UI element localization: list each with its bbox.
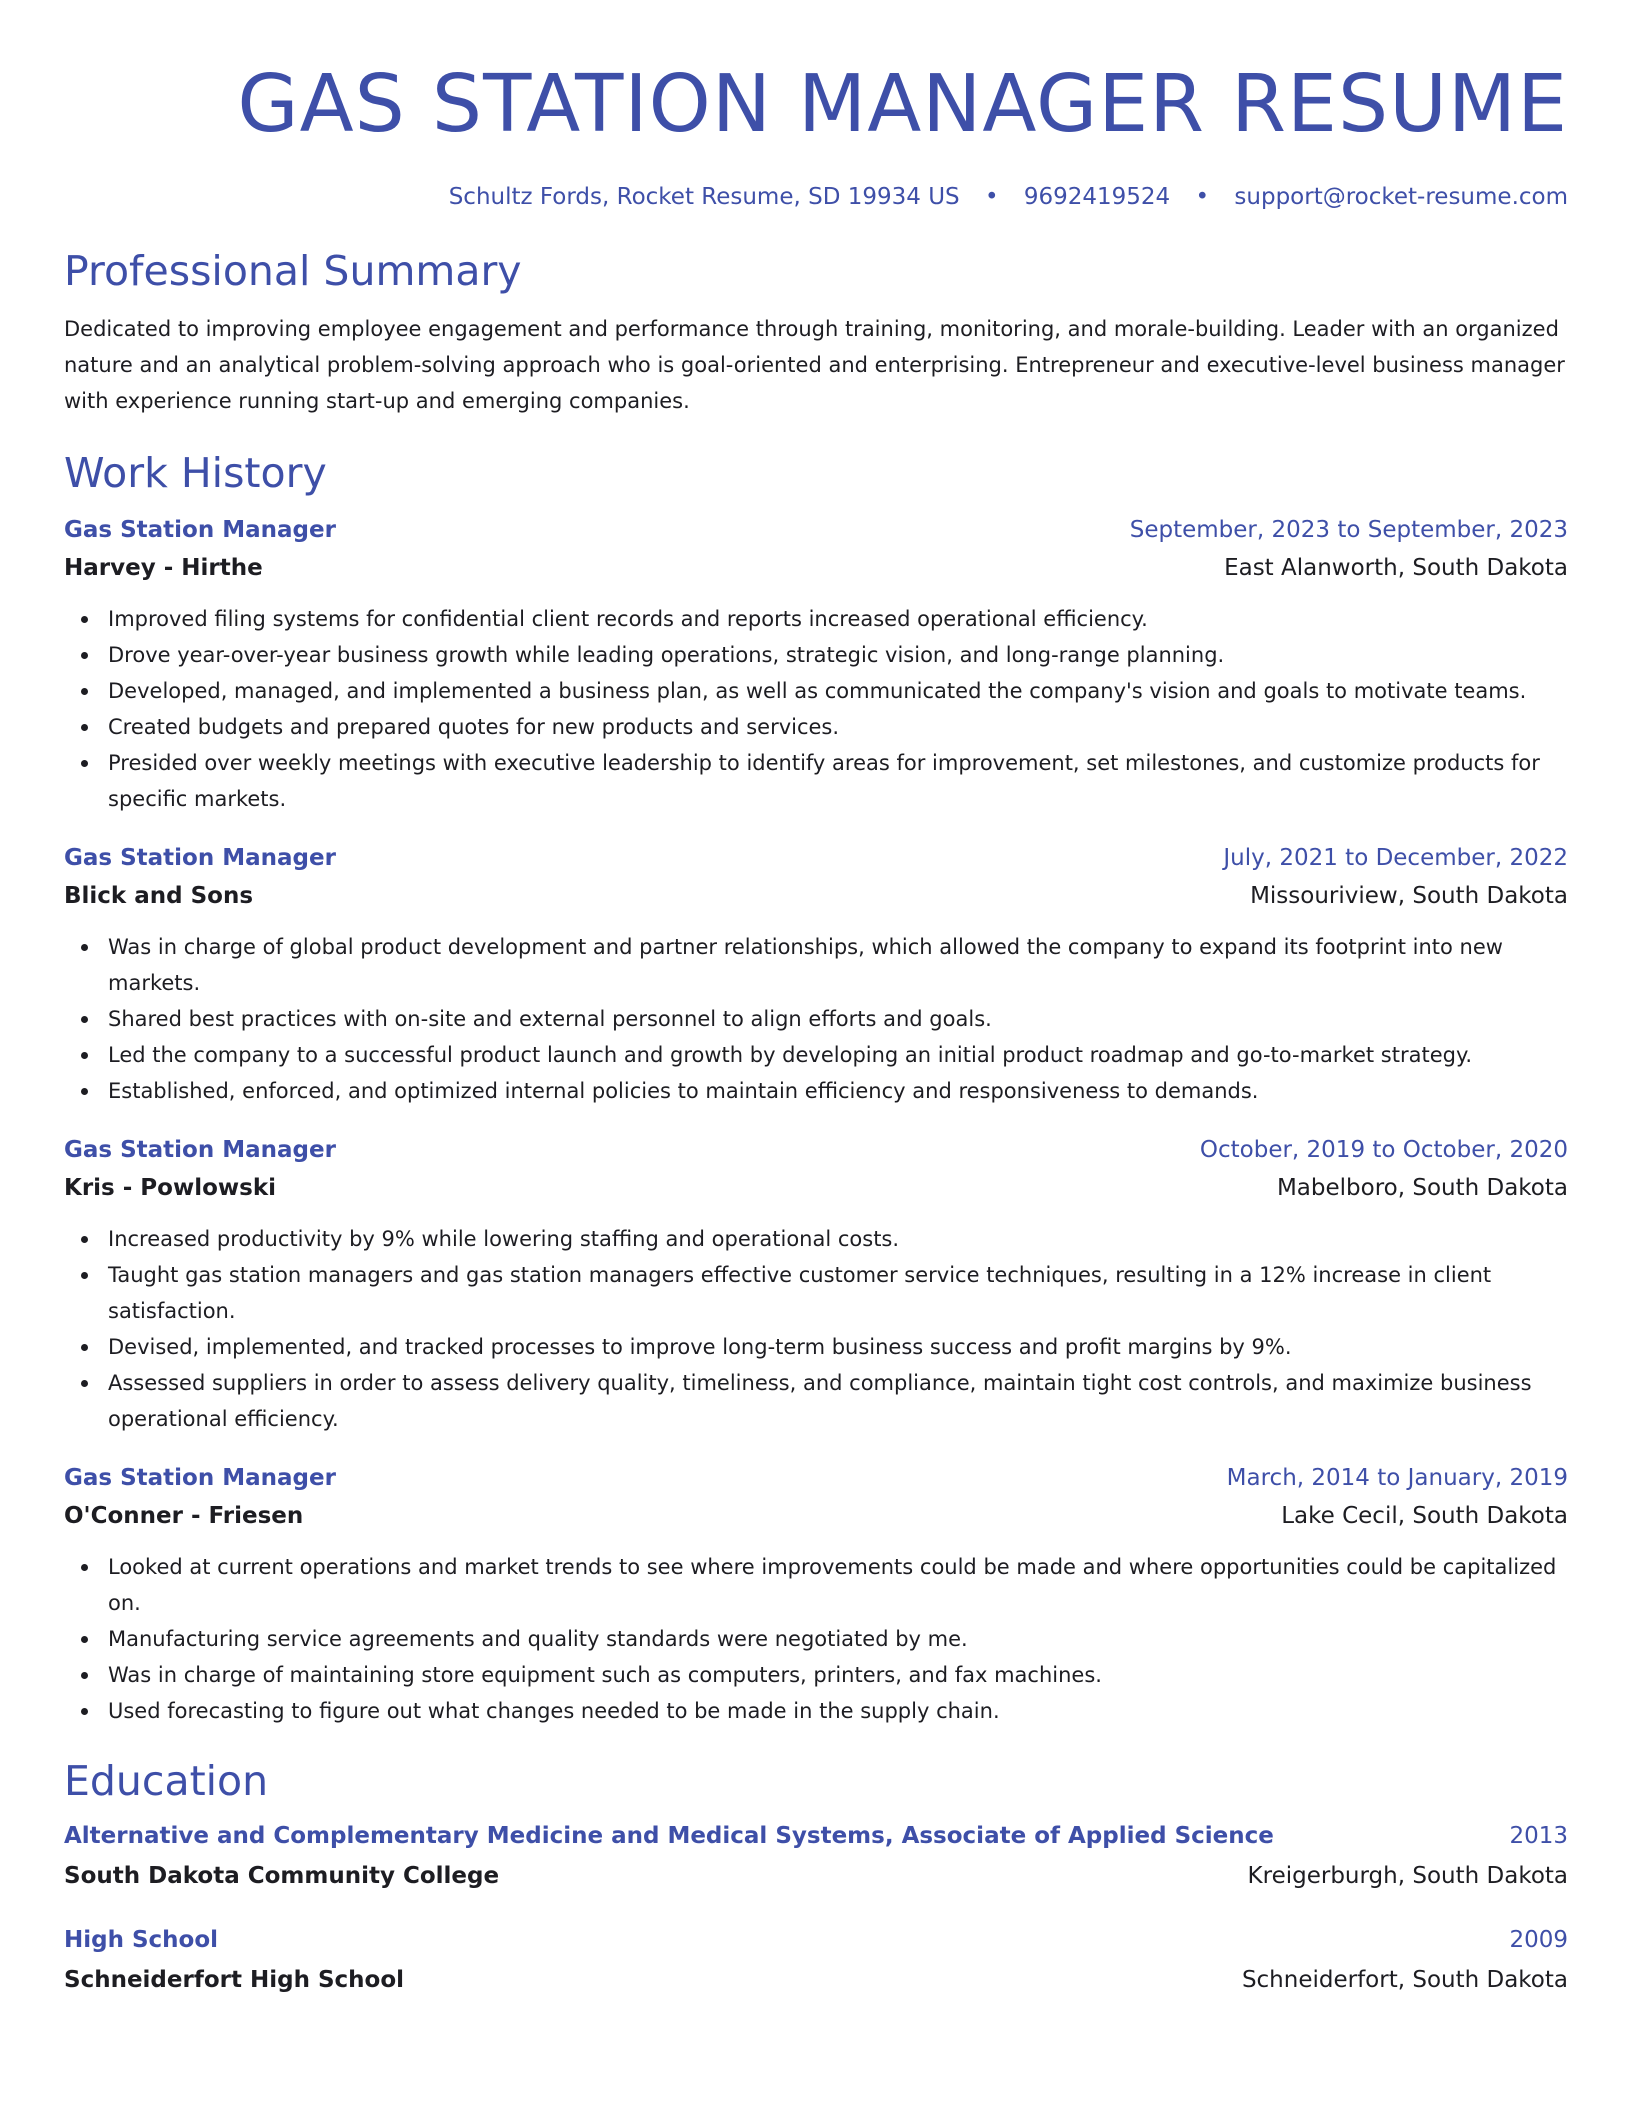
job-bullet: Shared best practices with on-site and external personnel to align efforts and goals.	[108, 1001, 1568, 1037]
contact-separator: •	[984, 184, 999, 210]
contact-line	[64, 181, 1568, 213]
job-dates: September, 2023 to September, 2023	[1129, 517, 1568, 543]
job-company: O'Conner - Friesen	[64, 1503, 304, 1529]
summary-heading: Professional Summary	[64, 247, 522, 295]
summary-section	[64, 245, 1568, 419]
job-company: Harvey - Hirthe	[64, 555, 263, 581]
job-bullet: Was in charge of maintaining store equipment such as computers, printers, and fax machines.	[108, 1657, 1568, 1693]
job-location: Missouriview, South Dakota	[1250, 883, 1568, 909]
job-bullet: Looked at current operations and market trends to see where improvements could be made and where opportunities could be capitalized on.	[108, 1549, 1568, 1621]
job-entry	[64, 513, 1568, 817]
job-dates: October, 2019 to October, 2020	[1199, 1137, 1568, 1163]
job-company: Kris - Powlowski	[64, 1175, 277, 1201]
job-role: Gas Station Manager	[64, 1465, 336, 1491]
job-bullet: Manufacturing service agreements and quality standards were negotiated by me.	[108, 1621, 1568, 1657]
job-bullet: Developed, managed, and implemented a business plan, as well as communicated the company's vision and goals to motivate teams.	[108, 673, 1568, 709]
education-entry	[64, 1923, 1568, 1997]
job-dates: March, 2014 to January, 2019	[1226, 1465, 1568, 1491]
job-dates: July, 2021 to December, 2022	[1223, 845, 1568, 871]
education-section	[64, 1755, 1568, 1997]
education-degree: High School	[64, 1927, 219, 1953]
job-bullet: Used forecasting to figure out what changes needed to be made in the supply chain.	[108, 1693, 1568, 1729]
job-bullet: Assessed suppliers in order to assess delivery quality, timeliness, and compliance, maintain tight cost controls, and maximize business operational efficiency.	[108, 1365, 1568, 1437]
education-school: South Dakota Community College	[64, 1863, 500, 1889]
job-entry	[64, 1133, 1568, 1437]
job-role: Gas Station Manager	[64, 1137, 336, 1163]
education-school: Schneiderfort High School	[64, 1967, 405, 1993]
job-bullets	[64, 1549, 1568, 1729]
education-heading: Education	[64, 1757, 269, 1805]
job-role: Gas Station Manager	[64, 845, 336, 871]
work-history-section	[64, 447, 1568, 1729]
job-bullet: Devised, implemented, and tracked processes to improve long-term business success and profit margins by 9%.	[108, 1329, 1568, 1365]
education-degree: Alternative and Complementary Medicine and Medical Systems, Associate of Applied Science	[64, 1823, 1274, 1849]
job-bullet: Increased productivity by 9% while lowering staffing and operational costs.	[108, 1221, 1568, 1257]
contact-email: support@rocket-resume.com	[1234, 184, 1568, 210]
job-entry	[64, 1461, 1568, 1729]
education-entry	[64, 1819, 1568, 1893]
job-bullet: Presided over weekly meetings with executive leadership to identify areas for improvement, set milestones, and customize products for specific markets.	[108, 745, 1568, 817]
education-year: 2013	[1509, 1823, 1568, 1849]
candidate-name: GAS STATION MANAGER RESUME	[237, 58, 1568, 150]
job-location: Mabelboro, South Dakota	[1276, 1175, 1568, 1201]
job-bullet: Taught gas station managers and gas station managers effective customer service techniques, resulting in a 12% increase in client satisfaction.	[108, 1257, 1568, 1329]
job-location: East Alanworth, South Dakota	[1224, 555, 1568, 581]
work-history-heading: Work History	[64, 449, 327, 497]
job-bullet: Drove year-over-year business growth while leading operations, strategic vision, and long-range planning.	[108, 637, 1568, 673]
job-bullet: Established, enforced, and optimized internal policies to maintain efficiency and responsiveness to demands.	[108, 1073, 1568, 1109]
resume-header	[64, 58, 1568, 213]
job-location: Lake Cecil, South Dakota	[1281, 1503, 1568, 1529]
education-location: Kreigerburgh, South Dakota	[1247, 1863, 1568, 1889]
contact-phone: 9692419524	[1023, 184, 1171, 210]
job-entry	[64, 841, 1568, 1109]
job-company: Blick and Sons	[64, 883, 254, 909]
job-bullet: Was in charge of global product development and partner relationships, which allowed the company to expand its footprint into new markets.	[108, 929, 1568, 1001]
contact-separator: •	[1195, 184, 1210, 210]
education-location: Schneiderfort, South Dakota	[1241, 1967, 1568, 1993]
contact-address: Schultz Fords, Rocket Resume, SD 19934 US	[448, 184, 960, 210]
job-role: Gas Station Manager	[64, 517, 336, 543]
education-year: 2009	[1509, 1927, 1568, 1953]
job-bullet: Created budgets and prepared quotes for new products and services.	[108, 709, 1568, 745]
job-bullets	[64, 1221, 1568, 1437]
job-bullets	[64, 601, 1568, 817]
job-bullet: Improved filing systems for confidential client records and reports increased operational efficiency.	[108, 601, 1568, 637]
summary-text: Dedicated to improving employee engagement and performance through training, monitoring, and morale-building. Leader with an organized nature and an analytical problem-solving approach who is goal-oriented and enterprising. Entrepreneur and executive-level business manager with experience running start-up and emerging companies.	[64, 317, 1565, 413]
job-bullet: Led the company to a successful product launch and growth by developing an initial product roadmap and go-to-market strategy.	[108, 1037, 1568, 1073]
job-bullets	[64, 929, 1568, 1109]
